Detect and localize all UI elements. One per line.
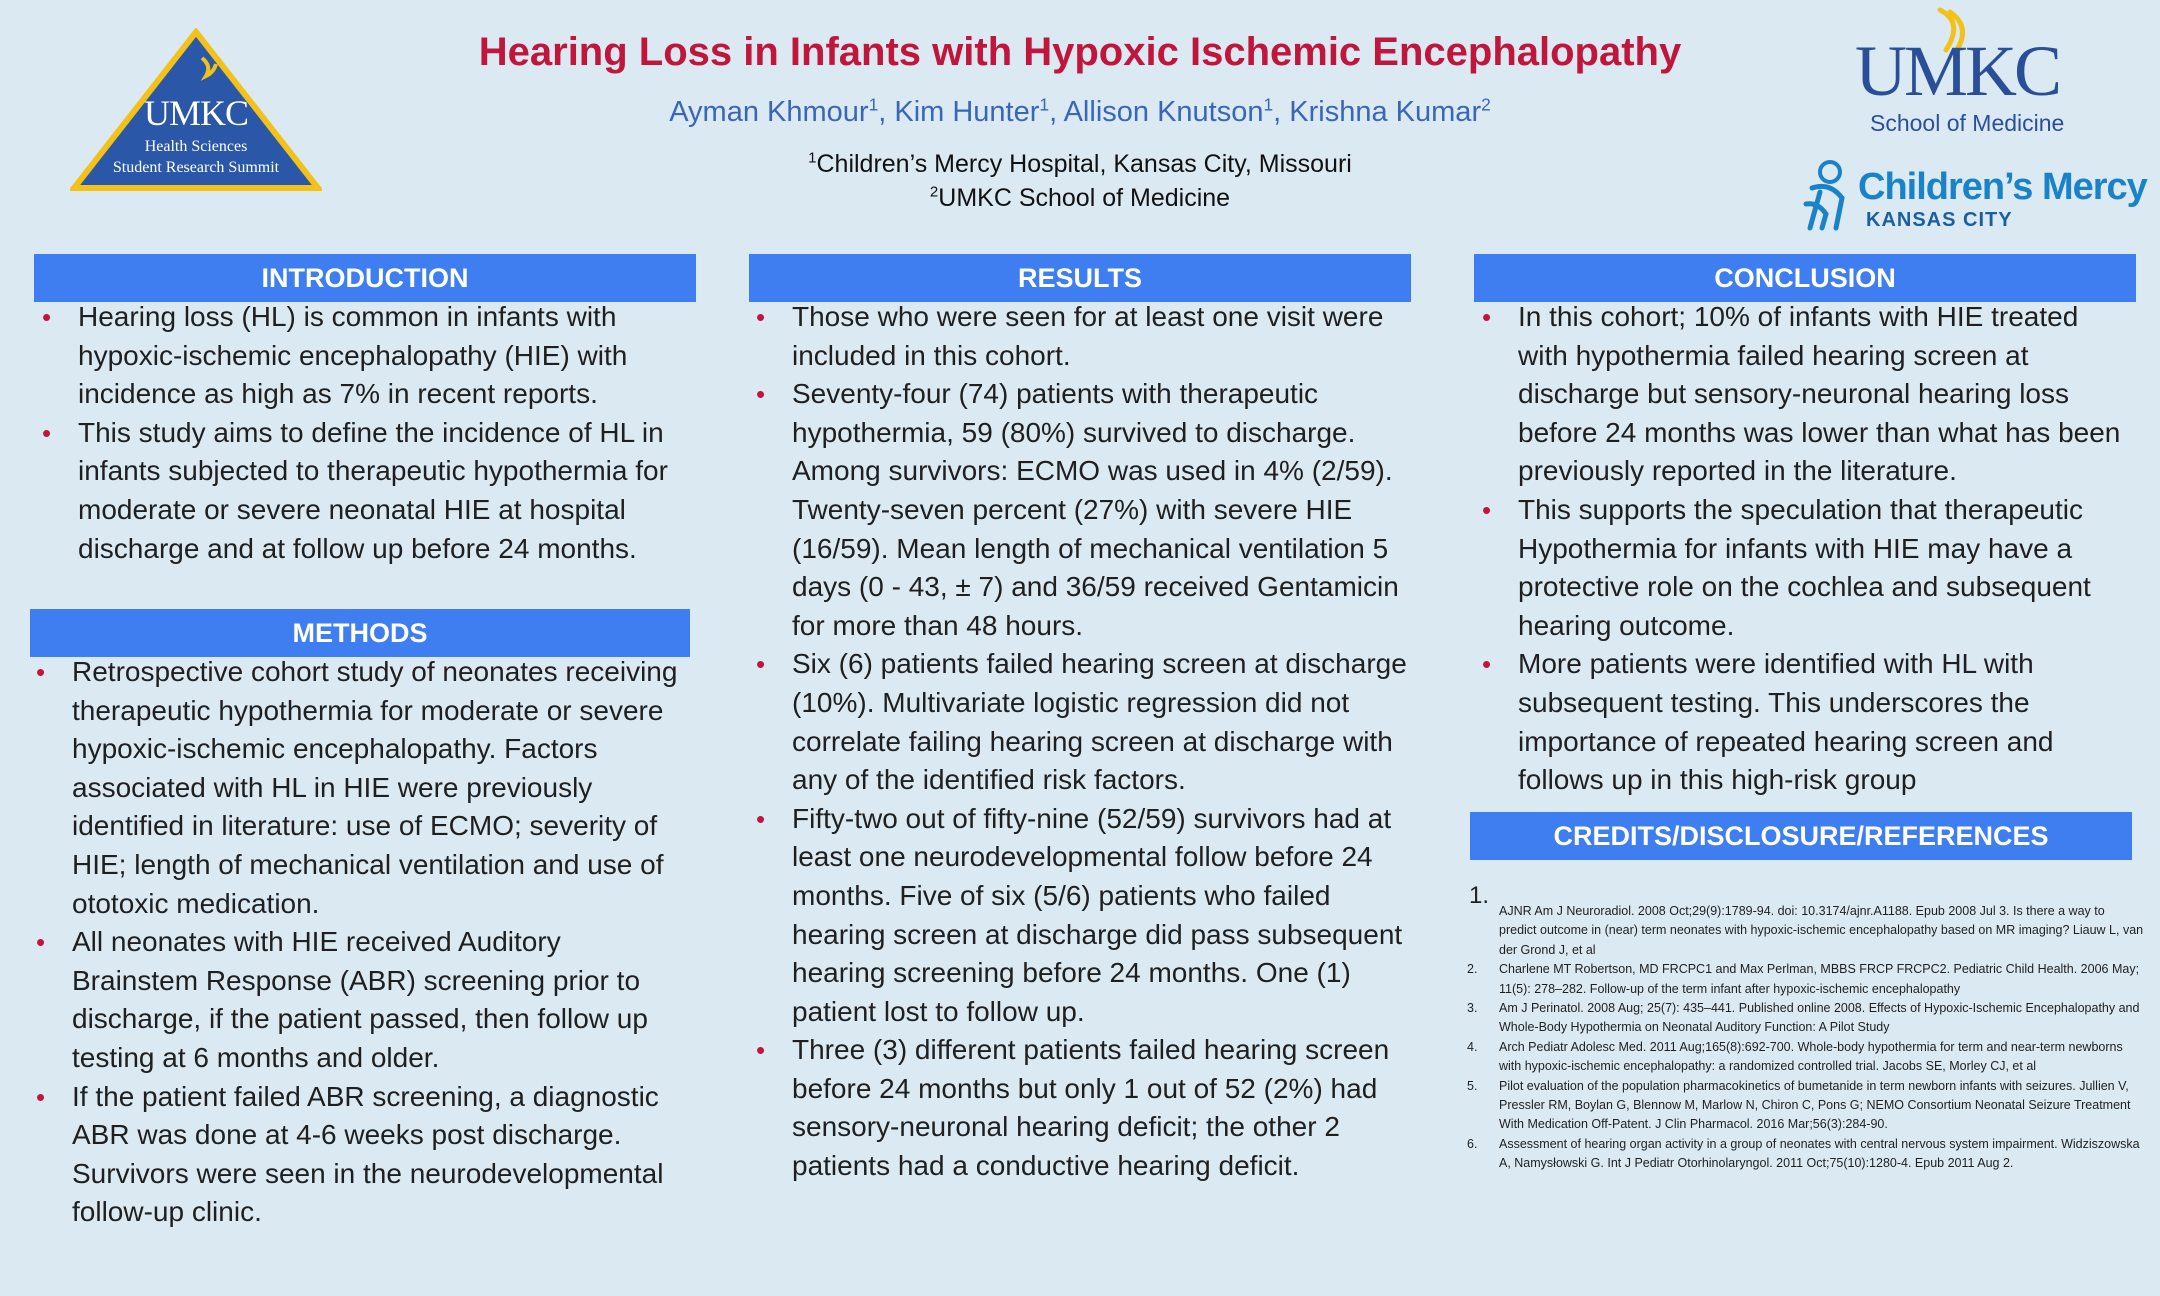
bullet-text: Retrospective cohort study of neonates receiving therapeutic hypothermia for moderate or severe hypoxic-ischemic encephalopathy. Factors associated with HL in HIE were previously identified in literature: use of ECMO; severity of HIE; length of mechanical ventilation and use of ototoxic medication.	[72, 656, 678, 919]
bullet-text: Fifty-two out of fifty-nine (52/59) survivors had at least one neurodevelopmental follow before 24 months. Five of six (5/6) patients who failed hearing screen at discharge did pass subsequent hearing screening before 24 months. One (1) patient lost to follow up.	[792, 802, 1403, 1027]
reference-number: 5.	[1467, 1078, 1478, 1093]
bullet-text: Three (3) different patients failed hearing screen before 24 months but only 1 out of 52 (2%) had sensory-neuronal hearing deficit; the other 2 patients had a conductive hearing deficit.	[792, 1034, 1390, 1182]
bullet-text: Hearing loss (HL) is common in infants with hypoxic-ischemic encephalopathy (HIE) with incidence as high as 7% in recent reports.	[78, 301, 628, 410]
references-heading: CREDITS/DISCLOSURE/REFERENCES	[1470, 812, 2132, 860]
results-list	[748, 298, 1418, 1186]
results-heading: RESULTS	[749, 254, 1411, 302]
author-affiliation-mark: 2	[1481, 94, 1491, 115]
methods-list	[28, 653, 690, 1232]
reference-text: AJNR Am J Neuroradiol. 2008 Oct;29(9):1789-94. doi: 10.3174/ajnr.A1188. Epub 2008 Jul 3. Is there a way to predict outcome in (near) term neonates with hypoxic-ischemic encephalopathy based on MR imaging? Liauw L, van der Grond J, et al	[1499, 904, 2144, 957]
bullet-text: If the patient failed ABR screening, a diagnostic ABR was done at 4-6 weeks post discharge. Survivors were seen in the neurodevelopmental follow-up clinic.	[72, 1080, 664, 1228]
affiliation-text: Children’s Mercy Hospital, Kansas City, Missouri	[816, 150, 1352, 178]
poster-title: Hearing Loss in Infants with Hypoxic Ischemic Encephalopathy	[478, 30, 1682, 74]
childrens-mercy-figure-icon	[1790, 158, 1858, 232]
reference-text: Charlene MT Robertson, MD FRCPC1 and Max Perlman, MBBS FRCP FRCPC2. Pediatric Child Health. 2006 May; 11(5): 278–282. Follow-up of the term infant after hypoxic-ischemic encephalopathy	[1499, 962, 2140, 996]
umkc-logo-name: UMKC	[1855, 31, 2060, 111]
list-item	[34, 414, 694, 568]
summit-logo-line2: Health Sciences	[144, 138, 248, 155]
author-affiliation-mark: 1	[1039, 94, 1050, 115]
conclusion-heading: CONCLUSION	[1474, 254, 2136, 302]
list-item	[34, 298, 694, 414]
bullet-text: Those who were seen for at least one visit were included in this cohort.	[792, 301, 1384, 371]
list-item	[748, 375, 1418, 645]
reference-number: 1.	[1469, 882, 1490, 909]
affiliation-mark: 1	[808, 149, 817, 167]
author-list: Ayman Khmour$^1$, Kim Hunter$^1$, Allison Knutson$^1$, Krishna Kumar$^2$	[669, 94, 1491, 128]
author-name: Allison Knutson	[1063, 96, 1264, 128]
bullet-icon: •	[756, 803, 766, 834]
affiliation-text: UMKC School of Medicine	[938, 184, 1231, 212]
bullet-icon: •	[756, 649, 766, 680]
reference-text: Pilot evaluation of the population pharmacokinetics of bumetanide in term newborn infants with seizures. Jullien V, Pressler RM, Boylan G, Blennow M, Marlow N, Chiron C, Pons G; NEMO Consortium Neonatal Seizure Treatment With Medication Off-Patent. J Clin Pharmacol. 2016 Mar;56(3):284-90.	[1499, 1078, 2131, 1132]
list-item	[28, 1078, 690, 1232]
affiliation-mark: 2	[929, 183, 939, 201]
bullet-icon: •	[1482, 494, 1492, 525]
bullet-icon: •	[42, 417, 52, 448]
author-affiliation-mark: 1	[1263, 94, 1274, 115]
references-list	[1465, 882, 2145, 1174]
introduction-list	[34, 298, 694, 568]
list-item	[748, 298, 1418, 375]
reference-item	[1465, 1038, 2145, 1077]
bullet-icon: •	[756, 379, 766, 410]
umkc-logo-subtitle: School of Medicine	[1870, 110, 2065, 136]
reference-text: Arch Pediatr Adolesc Med. 2011 Aug;165(8):692-700. Whole-body hypothermia for term and near-term newborns with hypoxic-ischemic encephalopathy: a randomized controlled trial. Jacobs SE, Morley CJ, et al	[1499, 1039, 2123, 1074]
list-item	[748, 800, 1418, 1032]
list-item	[1474, 298, 2134, 491]
reference-number: 2.	[1467, 962, 1478, 977]
reference-text: Am J Perinatol. 2008 Aug; 25(7): 435–441. Published online 2008. Effects of Hypoxic-Ischemic Encephalopathy and Whole-Body Hypothermia on Neonatal Auditory Function: A Pilot Study	[1499, 1001, 2140, 1035]
bullet-icon: •	[1482, 649, 1492, 680]
conclusion-list	[1474, 298, 2134, 800]
list-item	[1474, 645, 2134, 799]
reference-text: Assessment of hearing organ activity in a group of neonates with central nervous system impairment. Widziszowska A, Namysłowski G. Int J Pediatr Otorhinolaryngol. 2011 Oct;75(10):1280-4. Epub 2011 Aug 2.	[1499, 1136, 2140, 1171]
methods-heading: METHODS	[30, 609, 690, 657]
reference-item	[1465, 1077, 2145, 1135]
reference-number: 6.	[1467, 1136, 1478, 1151]
bullet-text: In this cohort; 10% of infants with HIE treated with hypothermia failed hearing screen at discharge but sensory-neuronal hearing loss before 24 months was lower than what has been previously reported in the literature.	[1518, 301, 2121, 487]
bullet-text: Six (6) patients failed hearing screen at discharge (10%). Multivariate logistic regression did not correlate failing hearing screen at discharge with any of the identified risk factors.	[792, 648, 1407, 796]
bullet-text: This supports the speculation that therapeutic Hypothermia for infants with HIE may have a protective role on the cochlea and subsequent hearing outcome.	[1518, 493, 2091, 641]
reference-item	[1465, 1135, 2145, 1174]
reference-number: 4.	[1467, 1039, 1478, 1054]
childrens-mercy-logo-subtitle: KANSAS CITY	[1866, 209, 2013, 231]
introduction-heading: INTRODUCTION	[34, 254, 696, 302]
bullet-icon: •	[756, 1035, 766, 1066]
reference-number: 3.	[1467, 1001, 1478, 1016]
author-affiliation-mark: 1	[868, 94, 879, 115]
author-name: Ayman Khmour	[669, 96, 869, 128]
bullet-icon: •	[36, 1081, 46, 1112]
reference-item	[1465, 999, 2145, 1038]
childrens-mercy-logo-name: Children’s Mercy	[1858, 166, 2147, 208]
list-item	[1474, 491, 2134, 645]
bullet-icon: •	[36, 927, 46, 958]
list-item	[748, 645, 1418, 799]
bullet-icon: •	[36, 657, 46, 687]
bullet-icon: •	[1482, 302, 1492, 332]
bullet-text: More patients were identified with HL with subsequent testing. This underscores the importance of repeated hearing screen and follows up in this high-risk group	[1518, 648, 2054, 796]
bullet-icon: •	[42, 302, 52, 332]
bullet-text: Seventy-four (74) patients with therapeutic hypothermia, 59 (80%) survived to discharge. Among survivors: ECMO was used in 4% (2/59). Twenty-seven percent (27%) with severe HIE (16/59). Mean length of mechanical ventilation 5 days (0 - 43, ± 7) and 36/59 received Gentamicin for more than 48 hours.	[792, 378, 1399, 641]
list-item	[748, 1031, 1418, 1185]
author-name: Kim Hunter	[894, 96, 1040, 128]
list-item	[28, 923, 690, 1077]
bullet-text: This study aims to define the incidence of HL in infants subjected to therapeutic hypothermia for moderate or severe neonatal HIE at hospital discharge and at follow up before 24 months.	[78, 416, 668, 564]
bullet-icon: •	[756, 302, 766, 332]
reference-item	[1465, 960, 2145, 999]
summit-logo-name: UMKC	[143, 93, 249, 133]
bullet-text: All neonates with HIE received Auditory Brainstem Response (ABR) screening prior to discharge, if the patient passed, then follow up testing at 6 months and older.	[72, 926, 648, 1073]
reference-item	[1465, 882, 2145, 960]
list-item	[28, 653, 690, 923]
summit-logo-line3: Student Research Summit	[112, 159, 280, 176]
author-name: Krishna Kumar	[1289, 96, 1482, 128]
